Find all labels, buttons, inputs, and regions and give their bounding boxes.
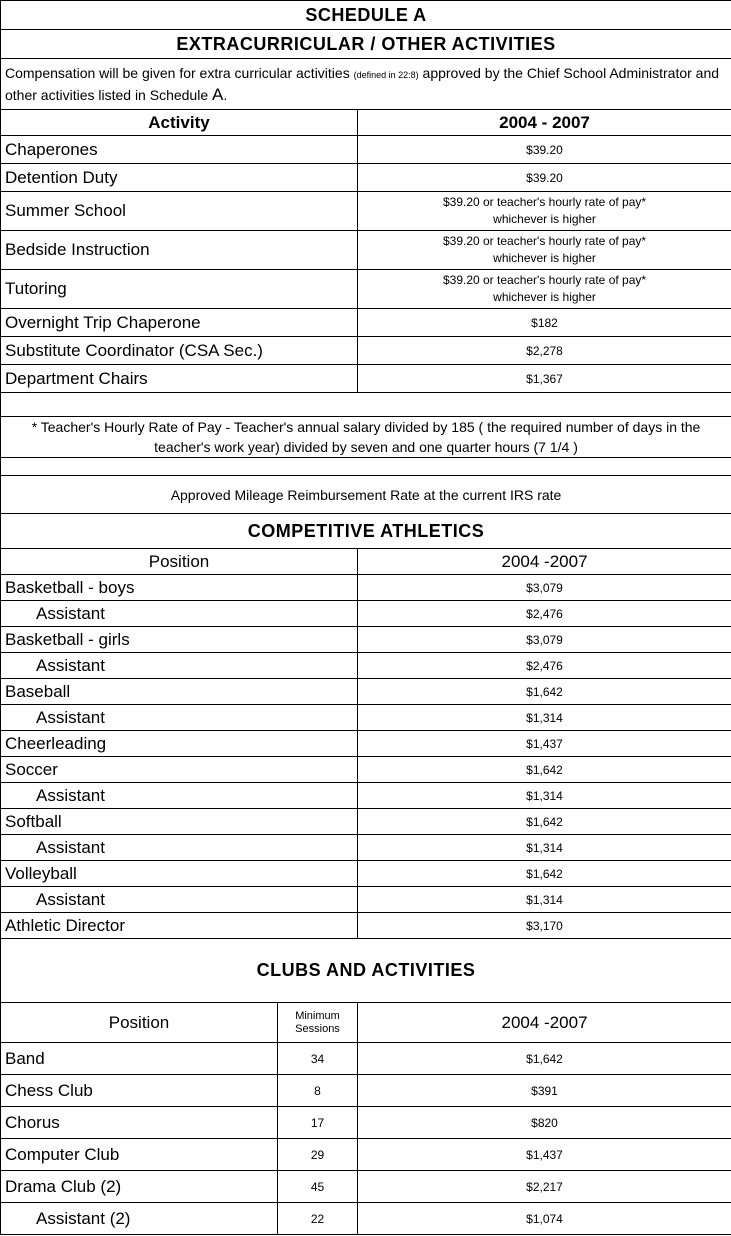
athletics-position: Athletic Director <box>1 913 358 939</box>
club-row <box>1 1139 731 1171</box>
athletics-row <box>1 757 731 783</box>
activity-row <box>1 309 731 337</box>
activity-row <box>1 136 731 164</box>
activity-amount-cell <box>358 231 731 270</box>
activity-amount: $39.20 or teacher's hourly rate of pay* <box>442 234 647 248</box>
activity-amount: $39.20 or teacher's hourly rate of pay* <box>442 273 647 287</box>
intro-text-2: approved by the Chief School Administrator and other activities listed in Schedule <box>5 65 720 103</box>
activity-amount-note: whichever is higher <box>493 251 596 265</box>
club-position: Assistant (2) <box>1 1203 278 1235</box>
activity-amount: $182 <box>531 315 558 330</box>
section-title-athletics: COMPETITIVE ATHLETICS <box>1 514 731 549</box>
athletics-amount: $1,314 <box>358 887 731 913</box>
activity-row <box>1 337 731 365</box>
athletics-amount: $3,170 <box>358 913 731 939</box>
athletics-amount: $1,642 <box>358 679 731 705</box>
athletics-row <box>1 835 731 861</box>
club-amount: $1,642 <box>358 1043 731 1075</box>
club-position: Drama Club (2) <box>1 1171 278 1203</box>
activity-row <box>1 365 731 393</box>
activity-amount: $39.20 <box>526 142 563 157</box>
activity-name: Summer School <box>1 192 358 231</box>
athletics-row <box>1 679 731 705</box>
club-amount: $1,074 <box>358 1203 731 1235</box>
athletics-amount: $1,314 <box>358 705 731 731</box>
athletics-position: Assistant <box>1 887 358 913</box>
activity-amount-cell <box>358 365 731 393</box>
athletics-row <box>1 601 731 627</box>
athletics-years-header: 2004 -2007 <box>358 549 731 575</box>
athletics-position: Assistant <box>1 653 358 679</box>
activity-amount: $2,278 <box>526 343 563 358</box>
intro-small-ref: (defined in 22:8) <box>353 70 419 80</box>
activity-amount-cell <box>358 337 731 365</box>
club-amount: $2,217 <box>358 1171 731 1203</box>
activity-amount: $1,367 <box>526 371 563 386</box>
athletics-amount: $3,079 <box>358 627 731 653</box>
section-title-clubs: CLUBS AND ACTIVITIES <box>1 939 731 1003</box>
activity-amount: $39.20 or teacher's hourly rate of pay* <box>442 195 647 209</box>
blank-row <box>1 458 731 476</box>
intro-end: . <box>223 87 228 103</box>
athletics-position: Volleyball <box>1 861 358 887</box>
club-min-sessions: 22 <box>278 1203 358 1235</box>
club-row <box>1 1075 731 1107</box>
athletics-amount: $2,476 <box>358 601 731 627</box>
athletics-row <box>1 809 731 835</box>
athletics-position: Softball <box>1 809 358 835</box>
club-position: Chorus <box>1 1107 278 1139</box>
athletics-amount: $2,476 <box>358 653 731 679</box>
clubs-years-header: 2004 -2007 <box>358 1003 731 1043</box>
club-position: Computer Club <box>1 1139 278 1171</box>
athletics-amount: $1,437 <box>358 731 731 757</box>
intro-big-a: A <box>212 85 224 104</box>
activity-amount-cell <box>358 192 731 231</box>
activity-amount-cell <box>358 136 731 164</box>
activity-amount-cell <box>358 164 731 192</box>
activity-name: Chaperones <box>1 136 358 164</box>
activity-amount: $39.20 <box>526 170 563 185</box>
athletics-amount: $1,642 <box>358 861 731 887</box>
club-min-sessions: 45 <box>278 1171 358 1203</box>
activity-name: Department Chairs <box>1 365 358 393</box>
clubs-position-header: Position <box>1 1003 278 1043</box>
athletics-position-header: Position <box>1 549 358 575</box>
club-position: Band <box>1 1043 278 1075</box>
athletics-position: Cheerleading <box>1 731 358 757</box>
club-min-sessions: 29 <box>278 1139 358 1171</box>
section-title-extracurricular: EXTRACURRICULAR / OTHER ACTIVITIES <box>1 30 731 59</box>
mileage-note: Approved Mileage Reimbursement Rate at the current IRS rate <box>1 476 731 514</box>
clubs-min-sessions-header: Minimum Sessions <box>278 1003 358 1043</box>
athletics-row <box>1 731 731 757</box>
schedule-title: SCHEDULE A <box>1 1 731 30</box>
athletics-position: Basketball - boys <box>1 575 358 601</box>
athletics-row <box>1 783 731 809</box>
activity-years-header: 2004 - 2007 <box>358 110 731 136</box>
athletics-row <box>1 705 731 731</box>
club-min-sessions: 8 <box>278 1075 358 1107</box>
activity-row <box>1 231 731 270</box>
intro-text-1: Compensation will be given for extra curricular activities <box>5 65 354 81</box>
club-min-sessions: 34 <box>278 1043 358 1075</box>
athletics-row <box>1 861 731 887</box>
athletics-position: Baseball <box>1 679 358 705</box>
athletics-amount: $1,314 <box>358 835 731 861</box>
activity-name: Substitute Coordinator (CSA Sec.) <box>1 337 358 365</box>
club-row <box>1 1171 731 1203</box>
club-amount: $1,437 <box>358 1139 731 1171</box>
athletics-amount: $1,642 <box>358 757 731 783</box>
athletics-row <box>1 575 731 601</box>
activity-amount-note: whichever is higher <box>493 212 596 226</box>
club-amount: $820 <box>358 1107 731 1139</box>
athletics-amount: $1,642 <box>358 809 731 835</box>
athletics-row <box>1 627 731 653</box>
athletics-row <box>1 887 731 913</box>
club-row <box>1 1203 731 1235</box>
intro-paragraph <box>1 59 731 110</box>
athletics-position: Assistant <box>1 783 358 809</box>
activity-amount-note: whichever is higher <box>493 290 596 304</box>
blank-row <box>1 393 731 417</box>
club-amount: $391 <box>358 1075 731 1107</box>
activity-name: Bedside Instruction <box>1 231 358 270</box>
club-row <box>1 1043 731 1075</box>
athletics-position: Assistant <box>1 705 358 731</box>
activity-row <box>1 192 731 231</box>
athletics-position: Basketball - girls <box>1 627 358 653</box>
activity-name: Tutoring <box>1 270 358 309</box>
activity-amount-cell <box>358 270 731 309</box>
club-row <box>1 1107 731 1139</box>
athletics-position: Assistant <box>1 601 358 627</box>
hourly-rate-footnote: * Teacher's Hourly Rate of Pay - Teacher's annual salary divided by 185 ( the required number of days in the teacher's work year) divided by seven and one quarter hours (7 1/4 ) <box>1 417 731 458</box>
athletics-amount: $1,314 <box>358 783 731 809</box>
athletics-position: Assistant <box>1 835 358 861</box>
activity-row <box>1 270 731 309</box>
activity-amount-cell <box>358 309 731 337</box>
activity-name: Overnight Trip Chaperone <box>1 309 358 337</box>
athletics-position: Soccer <box>1 757 358 783</box>
club-position: Chess Club <box>1 1075 278 1107</box>
athletics-amount: $3,079 <box>358 575 731 601</box>
activity-row <box>1 164 731 192</box>
athletics-row <box>1 653 731 679</box>
athletics-row <box>1 913 731 939</box>
club-min-sessions: 17 <box>278 1107 358 1139</box>
activity-name: Detention Duty <box>1 164 358 192</box>
activity-column-header: Activity <box>1 110 358 136</box>
